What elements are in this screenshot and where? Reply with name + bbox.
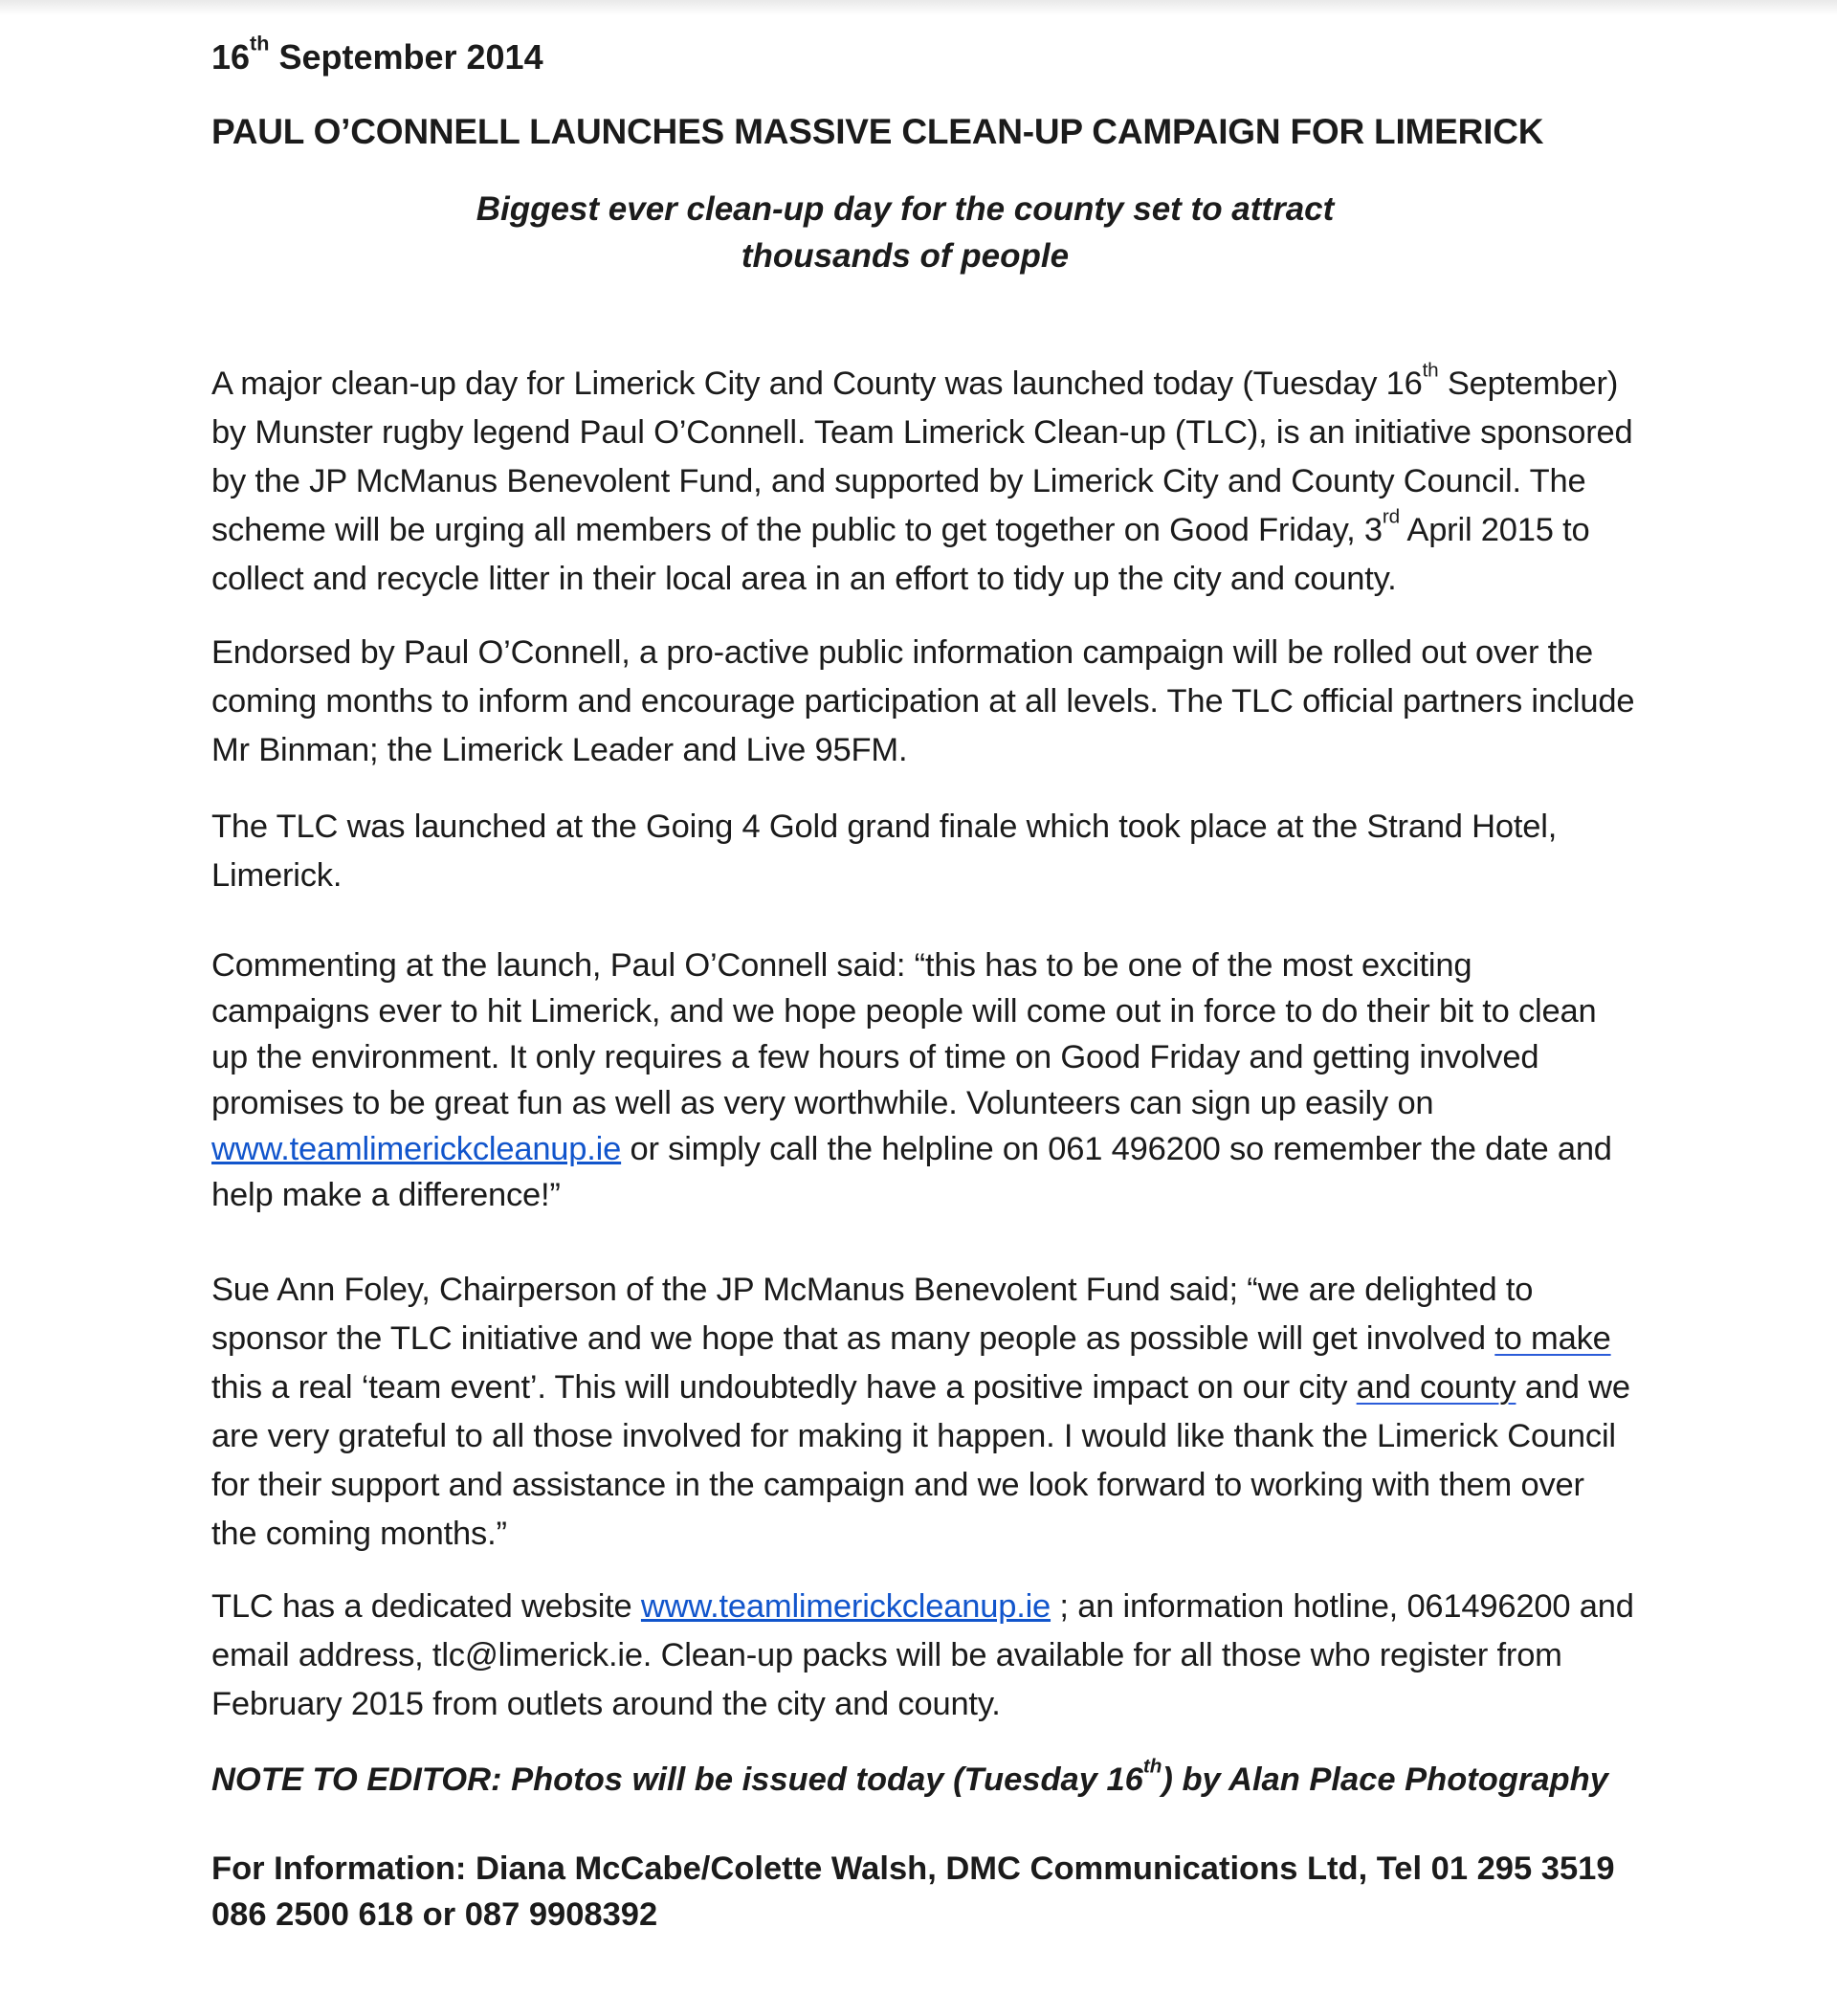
top-shadow [0, 0, 1837, 15]
subheadline-line-1: Biggest ever clean-up day for the county set to attract [476, 190, 1335, 228]
note-to-editor: NOTE TO EDITOR: Photos will be issued today (Tuesday 16th) by Alan Place Photography [211, 1755, 1608, 1798]
subheadline-line-2: thousands of people [741, 237, 1070, 275]
grammar-flag-and-county: and county [1356, 1369, 1516, 1406]
subheadline [211, 186, 1599, 279]
media-contact-line-2: 086 2500 618 or 087 9908392 [211, 1896, 658, 1933]
website-link-2[interactable]: www.teamlimerickcleanup.ie [640, 1588, 1051, 1625]
paragraph-contact-details: TLC has a dedicated website www.teamlimerickcleanup.ie ; an information hotline, 061496200 and email address, tlc@limerick.ie. Clean-up packs will be available for all those who register from February 2015 from outlets around the city and county. [211, 1588, 1634, 1722]
release-date: 16th September 2014 [211, 31, 543, 77]
paragraph-launch-venue: The TLC was launched at the Going 4 Gold grand finale which took place at the Strand Hotel, Limerick. [211, 809, 1558, 894]
headline: PAUL O’CONNELL LAUNCHES MASSIVE CLEAN-UP CAMPAIGN FOR LIMERICK [211, 112, 1544, 151]
media-contact-info [211, 1846, 1637, 1938]
media-contact-line-1: For Information: Diana McCabe/Colette Walsh, DMC Communications Ltd, Tel 01 295 3519 [211, 1850, 1615, 1887]
paragraph-launch: A major clean-up day for Limerick City and County was launched today (Tuesday 16th September) by Munster rugby legend Paul O’Connell. Team Limerick Clean-up (TLC), is an initiative sponsored by the JP McManus Benevolent Fund, and supported by Limerick City and County Council. The scheme will be urging all members of the public to get together on Good Friday, 3rd April 2015 to collect and recycle litter in their local area in an effort to tidy up the city and county. [211, 359, 1633, 597]
paragraph-oconnell-quote: Commenting at the launch, Paul O’Connell said: “this has to be one of the most exciting campaigns ever to hit Limerick, and we hope people will come out in force to do their bit to clean up the environment. It only requires a few hours of time on Good Friday and getting involved promises to be great fun as well as very worthwhile. Volunteers can sign up easily on www.teamlimerickcleanup.ie or simply call the helpline on 061 496200 so remember the date and help make a difference!” [211, 947, 1612, 1213]
website-link[interactable]: www.teamlimerickcleanup.ie [211, 1131, 622, 1167]
paragraph-endorsement: Endorsed by Paul O’Connell, a pro-active public information campaign will be rolled out over the coming months to inform and encourage participation at all levels. The TLC official partners include Mr Binman; the Limerick Leader and Live 95FM. [211, 634, 1635, 768]
press-release [211, 27, 1637, 1938]
grammar-flag-to-make: to make [1494, 1320, 1611, 1357]
paragraph-foley-quote: Sue Ann Foley, Chairperson of the JP McManus Benevolent Fund said; “we are delighted to sponsor the TLC initiative and we hope that as many people as possible will get involved to make this a real ‘team event’. This will undoubtedly have a positive impact on our city and county and we are very grateful to all those involved for making it happen. I would like thank the Limerick Council for their support and assistance in the campaign and we look forward to working with them over the coming months.” [211, 1272, 1630, 1552]
